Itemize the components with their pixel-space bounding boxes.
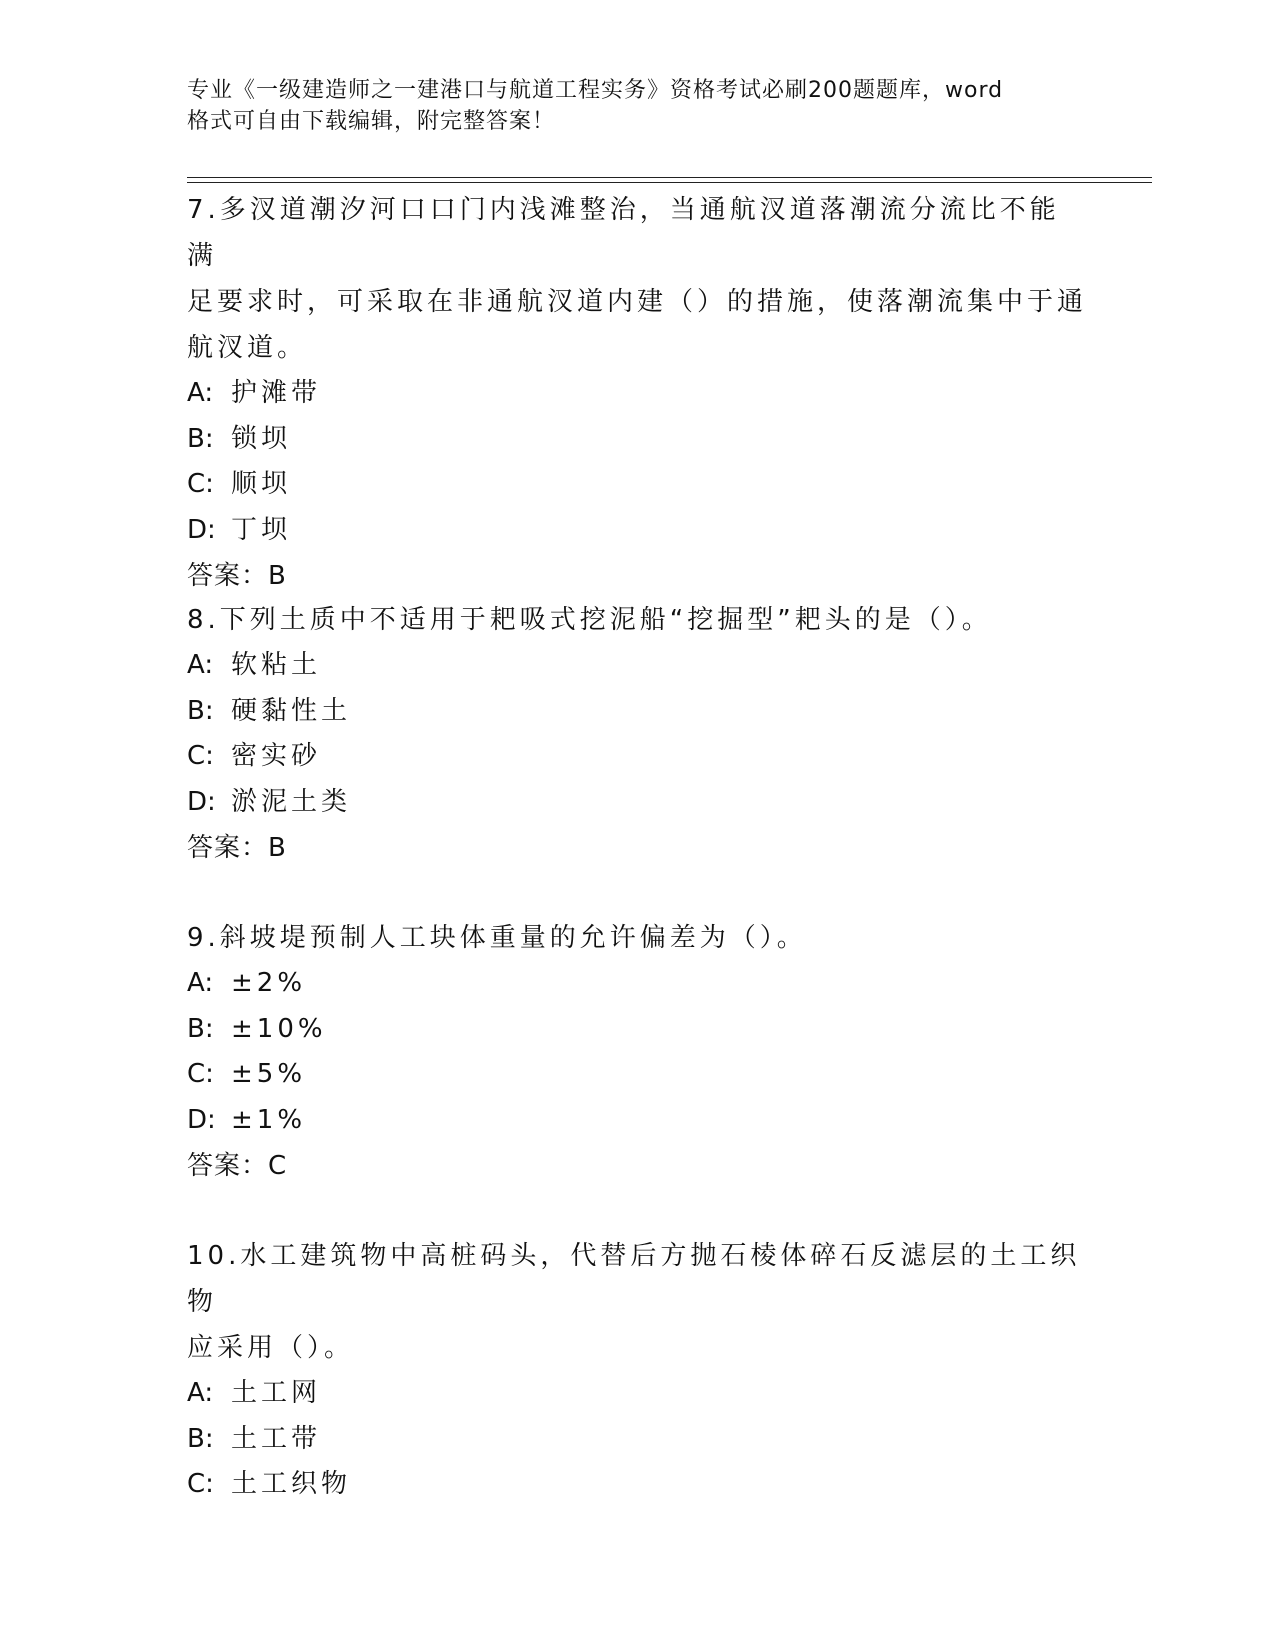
option-letter: D: (187, 786, 216, 817)
question-stem (187, 1233, 1087, 1371)
option-letter: C: (187, 1469, 214, 1499)
option-c (187, 462, 1087, 508)
answer-line: 答案：B (187, 833, 287, 863)
header-line-1: 专业《一级建造师之一建港口与航道工程实务》资格考试必刷200题题库，word (187, 78, 1004, 103)
header-rule-top (187, 177, 1152, 178)
option-letter: A: (187, 968, 214, 998)
stem-line: 9.斜坡堤预制人工块体重量的允许偏差为（）。 (187, 923, 807, 953)
option-letter: A: (187, 650, 214, 680)
option-letter: B: (187, 423, 214, 454)
answer-line: 答案：C (187, 1151, 288, 1181)
option-text: 土工网 (231, 1378, 322, 1408)
stem-line: 足要求时，可采取在非通航汊道内建（）的措施，使落潮流集中于通 (187, 287, 1088, 317)
question-stem (187, 915, 1087, 961)
option-b (187, 689, 1087, 735)
option-text: 土工织物 (231, 1469, 352, 1499)
option-text: ±1% (231, 1104, 307, 1135)
option-c (187, 1052, 1087, 1098)
option-letter: D: (187, 1104, 216, 1135)
stem-line: 10.水工建筑物中高桩码头，代替后方抛石棱体碎石反滤层的土工织物 (187, 1241, 1081, 1317)
question-7 (187, 187, 1087, 599)
option-text: 护滩带 (231, 378, 322, 408)
question-10 (187, 1233, 1087, 1508)
option-b (187, 1007, 1087, 1053)
option-d (187, 780, 1087, 826)
option-text: 顺坝 (231, 469, 292, 499)
option-b (187, 417, 1087, 463)
option-text: 软粘土 (231, 650, 322, 680)
option-letter: C: (187, 1059, 214, 1089)
option-text: ±5% (231, 1059, 307, 1089)
option-a (187, 643, 1087, 689)
option-letter: C: (187, 741, 214, 771)
option-a (187, 371, 1087, 417)
option-a (187, 961, 1087, 1007)
option-c (187, 1462, 1087, 1508)
question-stem (187, 597, 1087, 643)
option-text: 土工带 (231, 1423, 322, 1454)
option-d (187, 508, 1087, 554)
option-text: 密实砂 (231, 741, 322, 771)
option-letter: B: (187, 695, 214, 726)
option-a (187, 1371, 1087, 1417)
question-stem (187, 187, 1087, 371)
option-text: 丁坝 (231, 514, 292, 545)
option-text: 淤泥土类 (231, 786, 352, 817)
stem-line: 7.多汊道潮汐河口口门内浅滩整治，当通航汊道落潮流分流比不能满 (187, 195, 1060, 271)
option-letter: D: (187, 514, 216, 545)
option-letter: C: (187, 469, 214, 499)
option-c (187, 734, 1087, 780)
header-rule-bottom (187, 182, 1152, 183)
option-text: 硬黏性土 (231, 695, 352, 726)
answer-line: 答案：B (187, 561, 287, 591)
stem-line: 8.下列土质中不适用于耙吸式挖泥船“挖掘型”耙头的是（）。 (187, 605, 992, 635)
option-text: 锁坝 (231, 423, 292, 454)
option-letter: B: (187, 1013, 214, 1044)
option-letter: A: (187, 378, 214, 408)
stem-line: 航汊道。 (187, 333, 308, 363)
question-8 (187, 597, 1087, 871)
document-header (187, 75, 1067, 137)
option-letter: B: (187, 1423, 214, 1454)
option-text: ±10% (231, 1013, 327, 1044)
option-text: ±2% (231, 968, 307, 998)
question-9 (187, 915, 1087, 1189)
option-letter: A: (187, 1378, 214, 1408)
option-b (187, 1417, 1087, 1463)
stem-line: 应采用（）。 (187, 1333, 355, 1363)
header-line-2: 格式可自由下载编辑，附完整答案！ (187, 109, 556, 134)
option-d (187, 1098, 1087, 1144)
